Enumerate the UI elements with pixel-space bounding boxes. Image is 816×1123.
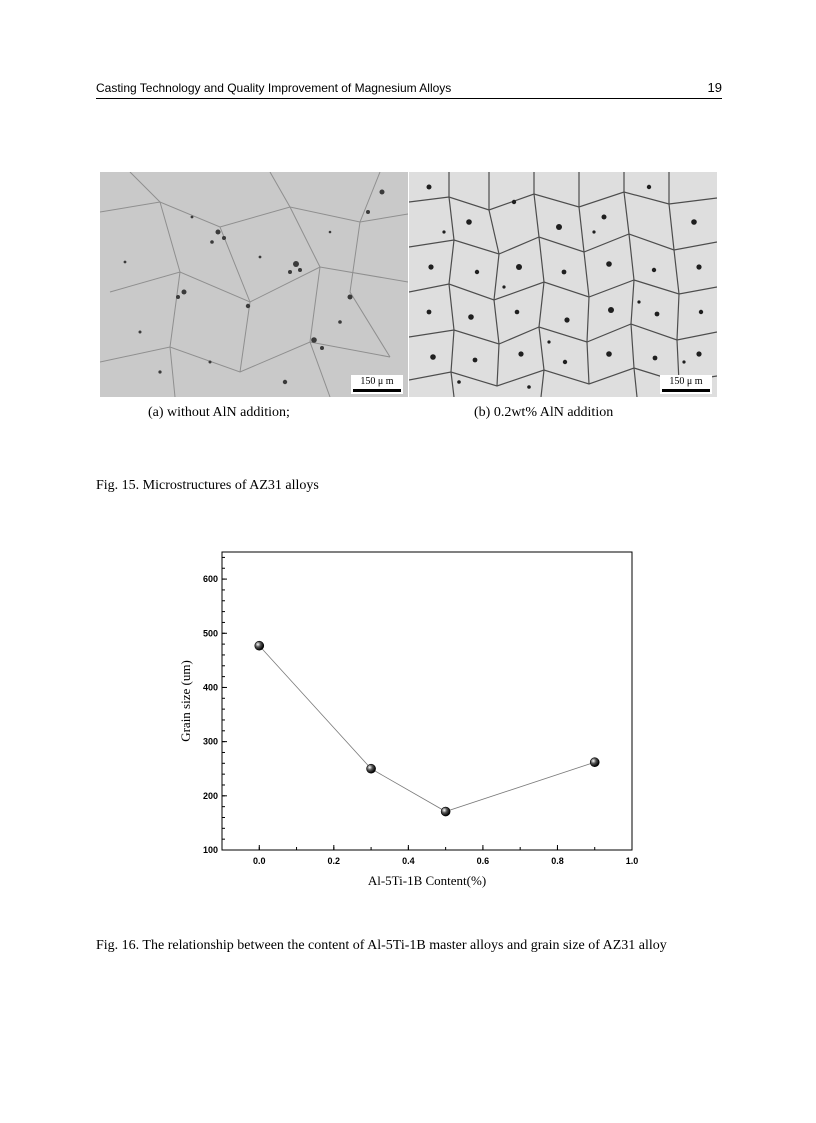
micrograph-b-image (409, 172, 717, 397)
x-tick-label: 0.2 (327, 856, 341, 866)
data-point (367, 764, 376, 773)
subcaption-b: (b) 0.2wt% AlN addition (474, 405, 614, 420)
y-tick-label: 600 (202, 574, 218, 585)
micrograph-a-image (100, 172, 408, 397)
figure-16-caption: Fig. 16. The relationship between the content of Al-5Ti-1B master alloys and grain size of AZ31 alloy (96, 938, 667, 953)
subcaption-a: (a) without AlN addition; (148, 405, 290, 420)
plot-frame (222, 552, 632, 850)
data-point (441, 807, 450, 816)
scale-bar-b: 150 μ m (660, 375, 712, 394)
micrograph-without-aln (100, 172, 408, 397)
y-tick-label: 400 (202, 682, 218, 693)
y-tick-label: 100 (202, 845, 218, 855)
x-axis-title: Al-5Ti-1B Content(%) (367, 873, 487, 888)
data-point (255, 641, 264, 650)
running-title: Casting Technology and Quality Improvement of Magnesium Alloys (96, 81, 452, 95)
y-tick-label: 200 (202, 790, 218, 801)
scale-bar-a: 150 μ m (351, 375, 403, 394)
grain-size-chart (170, 540, 650, 900)
figure-15-caption: Fig. 15. Microstructures of AZ31 alloys (96, 478, 319, 493)
y-tick-label: 300 (202, 736, 218, 747)
series-line (259, 646, 594, 812)
x-tick-label: 0.4 (402, 856, 415, 866)
x-tick-label: 0.8 (551, 856, 564, 866)
x-tick-label: 1.0 (625, 856, 639, 866)
x-tick-label: 0.6 (476, 856, 490, 866)
x-tick-label: 0.0 (253, 856, 266, 866)
micrograph-with-aln (409, 172, 717, 397)
data-point (590, 758, 599, 767)
y-axis-title: Grain size (um) (178, 660, 193, 742)
running-head (96, 80, 722, 99)
page-number: 19 (707, 80, 722, 95)
y-tick-label: 500 (202, 628, 218, 639)
